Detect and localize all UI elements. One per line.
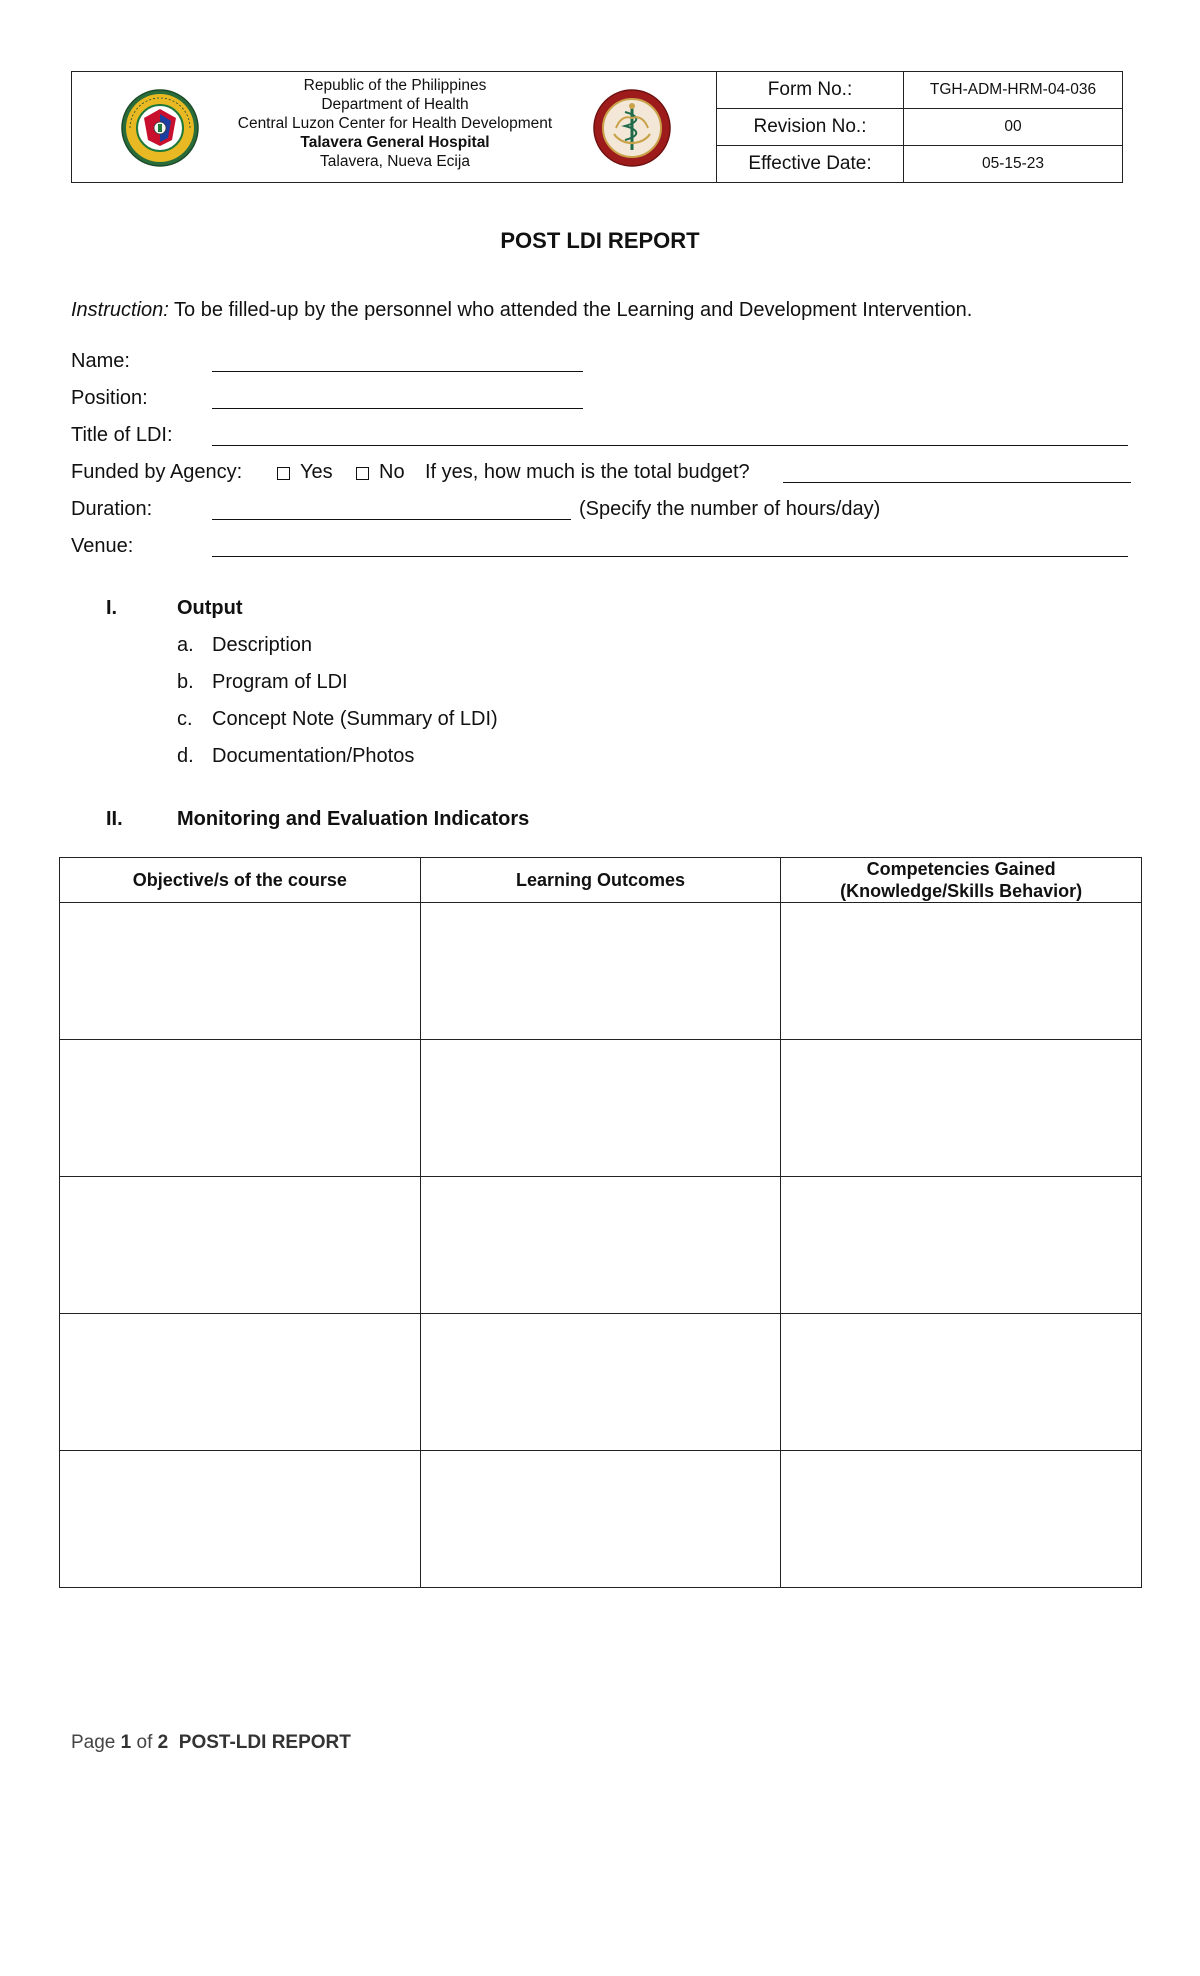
learning-outcome-cell[interactable] — [420, 1314, 781, 1451]
competency-cell[interactable] — [781, 1177, 1142, 1314]
meta-value-effective-date: 05-15-23 — [981, 155, 1045, 172]
competency-cell[interactable] — [781, 903, 1142, 1040]
header-competencies-main: Competencies Gained — [866, 859, 1056, 879]
instruction-label: Instruction: — [71, 299, 169, 321]
name-label: Name: — [71, 350, 130, 372]
agency-line-doh: Department of Health — [321, 96, 469, 113]
agency-line-chd: Central Luzon Center for Health Development — [237, 115, 553, 132]
learning-outcome-cell[interactable] — [420, 1177, 781, 1314]
doh-seal-icon — [120, 88, 200, 168]
meta-value-revision: 00 — [1004, 118, 1022, 135]
list-item-c-letter: c. — [177, 708, 193, 730]
no-checkbox[interactable] — [356, 467, 369, 480]
yes-label: Yes — [300, 461, 333, 483]
monitoring-table — [59, 857, 1142, 1588]
header-competencies — [781, 858, 1142, 903]
list-item-d-letter: d. — [177, 745, 194, 767]
meta-value-form-no: TGH-ADM-HRM-04-036 — [929, 81, 1097, 98]
footer-of-word: of — [136, 1732, 153, 1753]
section-1-title: Output — [177, 597, 243, 619]
instruction-text: To be filled-up by the personnel who attended the Learning and Development Intervention. — [168, 299, 973, 321]
venue-label: Venue: — [71, 535, 134, 557]
yes-checkbox[interactable] — [277, 467, 290, 480]
tgh-seal-icon — [592, 88, 672, 168]
duration-note: (Specify the number of hours/day) — [579, 498, 881, 520]
duration-label: Duration: — [71, 498, 153, 520]
budget-field[interactable] — [783, 482, 1131, 483]
title-of-ldi-label: Title of LDI: — [71, 424, 173, 446]
header-agency-text — [212, 76, 578, 171]
objective-cell[interactable] — [60, 903, 421, 1040]
learning-outcome-cell[interactable] — [420, 903, 781, 1040]
learning-outcome-cell[interactable] — [420, 1040, 781, 1177]
objective-cell[interactable] — [60, 1040, 421, 1177]
table-row — [60, 1451, 1142, 1588]
header-objectives: Objective/s of the course — [60, 858, 421, 903]
meta-key-revision: Revision No.: — [717, 109, 904, 145]
budget-question: If yes, how much is the total budget? — [425, 461, 750, 483]
table-row — [60, 1177, 1142, 1314]
header-meta-table — [717, 72, 1122, 182]
section-1-number: I. — [106, 597, 118, 619]
section-2-title: Monitoring and Evaluation Indicators — [177, 808, 530, 830]
table-row — [60, 903, 1142, 1040]
header-agency-block — [72, 72, 717, 182]
objective-cell[interactable] — [60, 1314, 421, 1451]
list-item-b-letter: b. — [177, 671, 194, 693]
funded-by-agency-label: Funded by Agency: — [71, 461, 243, 483]
table-row — [60, 1040, 1142, 1177]
page-footer — [71, 1732, 351, 1754]
position-field[interactable] — [212, 408, 583, 409]
no-label: No — [379, 461, 405, 483]
competency-cell[interactable] — [781, 1314, 1142, 1451]
document-header — [71, 71, 1123, 183]
agency-line-republic: Republic of the Philippines — [303, 77, 487, 94]
objective-cell[interactable] — [60, 1451, 421, 1588]
competency-cell[interactable] — [781, 1040, 1142, 1177]
footer-page-word: Page — [71, 1732, 116, 1753]
header-learning-outcomes: Learning Outcomes — [420, 858, 781, 903]
list-item-description: Description — [212, 634, 313, 656]
venue-field[interactable] — [212, 556, 1128, 557]
footer-doc-title: POST-LDI REPORT — [178, 1732, 351, 1753]
meta-row-revision — [717, 109, 1122, 146]
hospital-name: Talavera General Hospital — [300, 134, 490, 151]
name-field[interactable] — [212, 371, 583, 372]
meta-row-effective-date — [717, 146, 1122, 182]
position-label: Position: — [71, 387, 148, 409]
duration-field[interactable] — [212, 519, 571, 520]
table-header-row — [60, 858, 1142, 903]
list-item-concept-note: Concept Note (Summary of LDI) — [212, 708, 498, 730]
learning-outcome-cell[interactable] — [420, 1451, 781, 1588]
competency-cell[interactable] — [781, 1451, 1142, 1588]
table-row — [60, 1314, 1142, 1451]
hospital-location: Talavera, Nueva Ecija — [320, 153, 470, 170]
footer-current-page: 1 — [120, 1732, 132, 1753]
objective-cell[interactable] — [60, 1177, 421, 1314]
footer-total-pages: 2 — [157, 1732, 169, 1753]
document-title: POST LDI REPORT — [500, 228, 700, 253]
meta-key-effective-date: Effective Date: — [717, 146, 904, 182]
list-item-a-letter: a. — [177, 634, 194, 656]
list-item-documentation: Documentation/Photos — [212, 745, 415, 767]
header-competencies-sub: (Knowledge/Skills Behavior) — [840, 881, 1083, 901]
meta-key-form-no: Form No.: — [717, 72, 904, 108]
list-item-program: Program of LDI — [212, 671, 348, 693]
meta-row-form-no — [717, 72, 1122, 109]
section-2-number: II. — [106, 808, 123, 830]
title-of-ldi-field[interactable] — [212, 445, 1128, 446]
instruction — [71, 299, 972, 322]
